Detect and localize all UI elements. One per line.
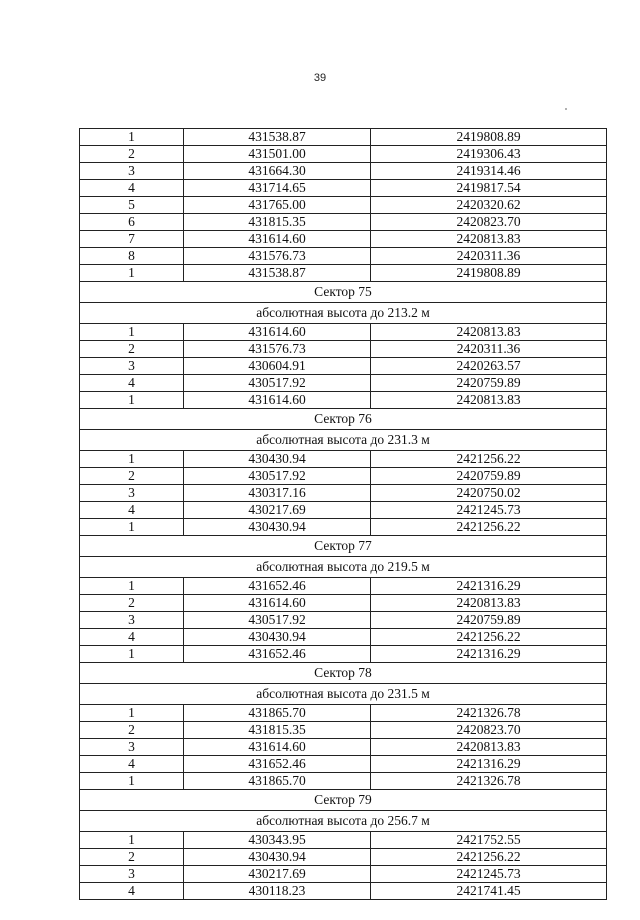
point-number-cell: 1 <box>80 832 184 849</box>
x-coordinate-cell: 430517.92 <box>184 375 371 392</box>
x-coordinate-cell: 430317.16 <box>184 485 371 502</box>
x-coordinate-cell: 431538.87 <box>184 129 371 146</box>
point-number-cell: 2 <box>80 849 184 866</box>
sector-height: абсолютная высота до 213.2 м <box>80 303 607 324</box>
point-number-cell: 4 <box>80 629 184 646</box>
y-coordinate-cell: 2420813.83 <box>371 595 607 612</box>
point-number-cell: 2 <box>80 146 184 163</box>
sector-title: Сектор 77 <box>80 536 607 557</box>
table-row <box>80 375 607 392</box>
y-coordinate-cell: 2421245.73 <box>371 866 607 883</box>
x-coordinate-cell: 431652.46 <box>184 756 371 773</box>
x-coordinate-cell: 431614.60 <box>184 595 371 612</box>
y-coordinate-cell: 2420759.89 <box>371 468 607 485</box>
point-number-cell: 1 <box>80 646 184 663</box>
x-coordinate-cell: 431576.73 <box>184 341 371 358</box>
table-row <box>80 612 607 629</box>
x-coordinate-cell: 431664.30 <box>184 163 371 180</box>
sector-height: абсолютная высота до 231.3 м <box>80 430 607 451</box>
table-row <box>80 578 607 595</box>
point-number-cell: 2 <box>80 468 184 485</box>
sector-title-row <box>80 409 607 430</box>
y-coordinate-cell: 2419808.89 <box>371 129 607 146</box>
table-row <box>80 722 607 739</box>
y-coordinate-cell: 2420813.83 <box>371 324 607 341</box>
sector-title: Сектор 78 <box>80 663 607 684</box>
y-coordinate-cell: 2421256.22 <box>371 629 607 646</box>
point-number-cell: 2 <box>80 722 184 739</box>
x-coordinate-cell: 431815.35 <box>184 722 371 739</box>
x-coordinate-cell: 430517.92 <box>184 468 371 485</box>
table-row <box>80 502 607 519</box>
point-number-cell: 6 <box>80 214 184 231</box>
point-number-cell: 4 <box>80 375 184 392</box>
table-row <box>80 646 607 663</box>
y-coordinate-cell: 2419808.89 <box>371 265 607 282</box>
y-coordinate-cell: 2421316.29 <box>371 578 607 595</box>
x-coordinate-cell: 430604.91 <box>184 358 371 375</box>
point-number-cell: 7 <box>80 231 184 248</box>
y-coordinate-cell: 2420320.62 <box>371 197 607 214</box>
y-coordinate-cell: 2419314.46 <box>371 163 607 180</box>
sector-height: абсолютная высота до 219.5 м <box>80 557 607 578</box>
y-coordinate-cell: 2421741.45 <box>371 883 607 900</box>
table-row <box>80 358 607 375</box>
x-coordinate-cell: 431538.87 <box>184 265 371 282</box>
table-row <box>80 756 607 773</box>
point-number-cell: 3 <box>80 485 184 502</box>
point-number-cell: 1 <box>80 451 184 468</box>
point-number-cell: 4 <box>80 502 184 519</box>
table-row <box>80 129 607 146</box>
y-coordinate-cell: 2420311.36 <box>371 248 607 265</box>
y-coordinate-cell: 2420750.02 <box>371 485 607 502</box>
table-row <box>80 197 607 214</box>
y-coordinate-cell: 2421256.22 <box>371 849 607 866</box>
coordinates-table-body <box>80 129 607 900</box>
sector-title: Сектор 79 <box>80 790 607 811</box>
y-coordinate-cell: 2420813.83 <box>371 392 607 409</box>
point-number-cell: 4 <box>80 883 184 900</box>
table-row <box>80 519 607 536</box>
x-coordinate-cell: 431865.70 <box>184 705 371 722</box>
y-coordinate-cell: 2421256.22 <box>371 519 607 536</box>
point-number-cell: 1 <box>80 392 184 409</box>
x-coordinate-cell: 430517.92 <box>184 612 371 629</box>
y-coordinate-cell: 2420759.89 <box>371 375 607 392</box>
x-coordinate-cell: 430343.95 <box>184 832 371 849</box>
y-coordinate-cell: 2421326.78 <box>371 773 607 790</box>
x-coordinate-cell: 430118.23 <box>184 883 371 900</box>
y-coordinate-cell: 2421326.78 <box>371 705 607 722</box>
table-row <box>80 324 607 341</box>
y-coordinate-cell: 2421256.22 <box>371 451 607 468</box>
x-coordinate-cell: 431765.00 <box>184 197 371 214</box>
table-row <box>80 341 607 358</box>
point-number-cell: 5 <box>80 197 184 214</box>
point-number-cell: 3 <box>80 866 184 883</box>
point-number-cell: 3 <box>80 163 184 180</box>
x-coordinate-cell: 430430.94 <box>184 451 371 468</box>
sector-height-row <box>80 557 607 578</box>
table-row <box>80 739 607 756</box>
sector-title-row <box>80 282 607 303</box>
coordinates-table-container <box>79 128 606 900</box>
point-number-cell: 1 <box>80 773 184 790</box>
y-coordinate-cell: 2419817.54 <box>371 180 607 197</box>
table-row <box>80 214 607 231</box>
x-coordinate-cell: 431576.73 <box>184 248 371 265</box>
table-row <box>80 773 607 790</box>
table-row <box>80 392 607 409</box>
x-coordinate-cell: 430217.69 <box>184 866 371 883</box>
point-number-cell: 3 <box>80 739 184 756</box>
page-number: 39 <box>313 72 327 84</box>
table-row <box>80 595 607 612</box>
point-number-cell: 1 <box>80 265 184 282</box>
sector-title: Сектор 75 <box>80 282 607 303</box>
sector-title: Сектор 76 <box>80 409 607 430</box>
point-number-cell: 2 <box>80 341 184 358</box>
sector-title-row <box>80 790 607 811</box>
table-row <box>80 468 607 485</box>
table-row <box>80 451 607 468</box>
table-row <box>80 705 607 722</box>
x-coordinate-cell: 431614.60 <box>184 324 371 341</box>
y-coordinate-cell: 2419306.43 <box>371 146 607 163</box>
x-coordinate-cell: 431501.00 <box>184 146 371 163</box>
point-number-cell: 4 <box>80 180 184 197</box>
y-coordinate-cell: 2420263.57 <box>371 358 607 375</box>
sector-height-row <box>80 684 607 705</box>
table-row <box>80 866 607 883</box>
table-row <box>80 163 607 180</box>
point-number-cell: 4 <box>80 756 184 773</box>
y-coordinate-cell: 2421245.73 <box>371 502 607 519</box>
y-coordinate-cell: 2420311.36 <box>371 341 607 358</box>
sector-height-row <box>80 430 607 451</box>
x-coordinate-cell: 430430.94 <box>184 849 371 866</box>
y-coordinate-cell: 2420823.70 <box>371 214 607 231</box>
table-row <box>80 265 607 282</box>
x-coordinate-cell: 430430.94 <box>184 519 371 536</box>
table-row <box>80 629 607 646</box>
x-coordinate-cell: 431865.70 <box>184 773 371 790</box>
x-coordinate-cell: 431714.65 <box>184 180 371 197</box>
point-number-cell: 3 <box>80 612 184 629</box>
x-coordinate-cell: 431652.46 <box>184 578 371 595</box>
coordinates-table <box>79 128 607 900</box>
y-coordinate-cell: 2421316.29 <box>371 756 607 773</box>
table-row <box>80 231 607 248</box>
sector-height: абсолютная высота до 256.7 м <box>80 811 607 832</box>
x-coordinate-cell: 431614.60 <box>184 739 371 756</box>
table-row <box>80 146 607 163</box>
table-row <box>80 832 607 849</box>
y-coordinate-cell: 2420813.83 <box>371 231 607 248</box>
x-coordinate-cell: 431614.60 <box>184 392 371 409</box>
point-number-cell: 3 <box>80 358 184 375</box>
point-number-cell: 1 <box>80 324 184 341</box>
y-coordinate-cell: 2420759.89 <box>371 612 607 629</box>
scan-speck <box>565 108 567 110</box>
table-row <box>80 485 607 502</box>
sector-title-row <box>80 663 607 684</box>
x-coordinate-cell: 430217.69 <box>184 502 371 519</box>
y-coordinate-cell: 2420813.83 <box>371 739 607 756</box>
sector-height: абсолютная высота до 231.5 м <box>80 684 607 705</box>
sector-height-row <box>80 303 607 324</box>
x-coordinate-cell: 431614.60 <box>184 231 371 248</box>
table-row <box>80 180 607 197</box>
table-row <box>80 248 607 265</box>
table-row <box>80 883 607 900</box>
y-coordinate-cell: 2421316.29 <box>371 646 607 663</box>
y-coordinate-cell: 2420823.70 <box>371 722 607 739</box>
x-coordinate-cell: 431652.46 <box>184 646 371 663</box>
point-number-cell: 1 <box>80 578 184 595</box>
point-number-cell: 2 <box>80 595 184 612</box>
point-number-cell: 1 <box>80 519 184 536</box>
y-coordinate-cell: 2421752.55 <box>371 832 607 849</box>
point-number-cell: 1 <box>80 129 184 146</box>
sector-height-row <box>80 811 607 832</box>
x-coordinate-cell: 431815.35 <box>184 214 371 231</box>
x-coordinate-cell: 430430.94 <box>184 629 371 646</box>
sector-title-row <box>80 536 607 557</box>
point-number-cell: 8 <box>80 248 184 265</box>
point-number-cell: 1 <box>80 705 184 722</box>
table-row <box>80 849 607 866</box>
